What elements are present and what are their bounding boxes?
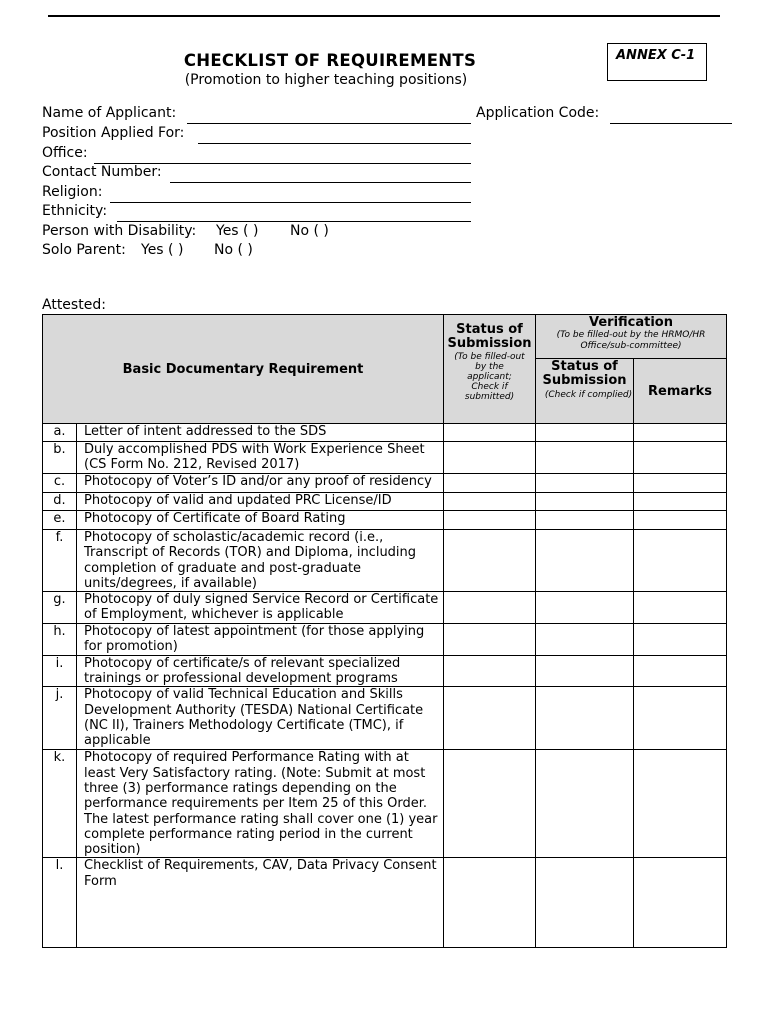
remarks-cell[interactable] [634, 442, 727, 474]
application-code-label: Application Code: [476, 105, 600, 121]
remarks-cell[interactable] [634, 493, 727, 511]
remarks-cell[interactable] [634, 858, 727, 948]
applicant-status-cell[interactable] [444, 511, 536, 530]
requirement-letter: a. [43, 424, 77, 442]
verification-status-cell[interactable] [536, 493, 634, 511]
table-row [43, 592, 727, 624]
remarks-header: Remarks [634, 359, 727, 424]
ethnicity-label: Ethnicity: [42, 203, 108, 219]
requirement-text: Checklist of Requirements, CAV, Data Privacy Consent Form [77, 858, 444, 948]
contact-number-field[interactable] [170, 182, 471, 183]
requirement-letter: b. [43, 442, 77, 474]
status-of-submission-title: Status of Submission [447, 322, 532, 351]
application-code-field[interactable] [610, 123, 732, 124]
remarks-cell[interactable] [634, 592, 727, 624]
remarks-cell[interactable] [634, 424, 727, 442]
page-subtitle: (Promotion to higher teaching positions) [184, 72, 468, 88]
table-row [43, 687, 727, 750]
requirement-text: Photocopy of valid and updated PRC License/ID [77, 493, 444, 511]
applicant-status-cell[interactable] [444, 530, 536, 592]
verification-status-header [536, 359, 634, 424]
verification-status-cell[interactable] [536, 687, 634, 750]
remarks-cell[interactable] [634, 511, 727, 530]
requirement-text: Photocopy of latest appointment (for those applying for promotion) [77, 623, 444, 655]
office-label: Office: [42, 145, 88, 161]
remarks-cell[interactable] [634, 750, 727, 858]
table-row [43, 511, 727, 530]
verification-status-note: (Check if complied) [544, 390, 633, 400]
pwd-yes-option[interactable]: Yes ( ) [216, 223, 259, 239]
remarks-cell[interactable] [634, 655, 727, 687]
requirement-letter: h. [43, 623, 77, 655]
religion-field[interactable] [110, 202, 471, 203]
attested-label: Attested: [42, 297, 106, 313]
applicant-status-cell[interactable] [444, 623, 536, 655]
requirement-letter: e. [43, 511, 77, 530]
table-row [43, 623, 727, 655]
table-row [43, 655, 727, 687]
page-title: CHECKLIST OF REQUIREMENTS [183, 51, 477, 70]
verification-status-cell[interactable] [536, 858, 634, 948]
applicant-status-cell[interactable] [444, 493, 536, 511]
pwd-no-option[interactable]: No ( ) [290, 223, 329, 239]
basic-requirement-header: Basic Documentary Requirement [43, 315, 444, 424]
verification-status-cell[interactable] [536, 424, 634, 442]
requirement-text: Photocopy of valid Technical Education and Skills Development Authority (TESDA) National Certificate (NC II), Trainers Methodology Certificate (TMC), if applicable [77, 687, 444, 750]
requirement-text: Photocopy of duly signed Service Record or Certificate of Employment, whichever is applicable [77, 592, 444, 624]
status-of-submission-header [444, 315, 536, 424]
verification-status-cell[interactable] [536, 442, 634, 474]
verification-status-title: Status of Submission [542, 359, 627, 388]
verification-title: Verification [588, 315, 673, 330]
requirement-text: Photocopy of certificate/s of relevant specialized trainings or professional development programs [77, 655, 444, 687]
remarks-cell[interactable] [634, 687, 727, 750]
applicant-status-cell[interactable] [444, 442, 536, 474]
requirement-text: Photocopy of Voter’s ID and/or any proof of residency [77, 474, 444, 493]
requirements-rows [43, 424, 727, 948]
top-rule [48, 15, 720, 17]
annex-box: ANNEX C-1 [607, 43, 707, 81]
requirement-letter: j. [43, 687, 77, 750]
remarks-cell[interactable] [634, 623, 727, 655]
table-row [43, 442, 727, 474]
applicant-status-cell[interactable] [444, 592, 536, 624]
solo-parent-yes-option[interactable]: Yes ( ) [141, 242, 184, 258]
ethnicity-field[interactable] [117, 221, 471, 222]
verification-status-cell[interactable] [536, 655, 634, 687]
status-of-submission-note: (To be filled-out by the applicant; Check if submitted) [454, 352, 525, 402]
pwd-label: Person with Disability: [42, 223, 197, 239]
requirement-text: Letter of intent addressed to the SDS [77, 424, 444, 442]
position-applied-label: Position Applied For: [42, 125, 185, 141]
position-applied-field[interactable] [198, 143, 471, 144]
table-row [43, 750, 727, 858]
requirement-text: Photocopy of Certificate of Board Rating [77, 511, 444, 530]
verification-status-cell[interactable] [536, 530, 634, 592]
remarks-cell[interactable] [634, 530, 727, 592]
requirement-text: Photocopy of required Performance Rating with at least Very Satisfactory rating. (Note: Submit at most three (3) performance ratings depending on the performance requirements per Item 25 of this Order. The latest performance rating shall cover one (1) year complete performance rating period in the current position) [77, 750, 444, 858]
verification-status-cell[interactable] [536, 511, 634, 530]
verification-status-cell[interactable] [536, 474, 634, 493]
applicant-status-cell[interactable] [444, 474, 536, 493]
name-of-applicant-field[interactable] [187, 123, 471, 124]
table-row [43, 858, 727, 948]
verification-status-cell[interactable] [536, 592, 634, 624]
applicant-status-cell[interactable] [444, 687, 536, 750]
contact-number-label: Contact Number: [42, 164, 162, 180]
requirement-letter: d. [43, 493, 77, 511]
requirement-letter: c. [43, 474, 77, 493]
requirement-letter: f. [43, 530, 77, 592]
name-of-applicant-label: Name of Applicant: [42, 105, 177, 121]
requirement-letter: k. [43, 750, 77, 858]
religion-label: Religion: [42, 184, 103, 200]
table-row [43, 530, 727, 592]
table-row [43, 424, 727, 442]
verification-status-cell[interactable] [536, 750, 634, 858]
requirement-letter: l. [43, 858, 77, 948]
applicant-status-cell[interactable] [444, 858, 536, 948]
requirement-letter: g. [43, 592, 77, 624]
requirements-table [42, 314, 727, 948]
requirement-text: Photocopy of scholastic/academic record (i.e., Transcript of Records (TOR) and Diploma, including completion of graduate and post-graduate units/degrees, if available) [77, 530, 444, 592]
verification-header [536, 315, 727, 359]
solo-parent-no-option[interactable]: No ( ) [214, 242, 253, 258]
remarks-cell[interactable] [634, 474, 727, 493]
applicant-status-cell[interactable] [444, 424, 536, 442]
table-row [43, 474, 727, 493]
verification-status-cell[interactable] [536, 623, 634, 655]
table-row [43, 493, 727, 511]
applicant-status-cell[interactable] [444, 655, 536, 687]
requirement-letter: i. [43, 655, 77, 687]
applicant-status-cell[interactable] [444, 750, 536, 858]
solo-parent-label: Solo Parent: [42, 242, 126, 258]
verification-note: (To be filled-out by the HRMO/HR Office/sub-committee) [556, 330, 706, 351]
requirement-text: Duly accomplished PDS with Work Experience Sheet (CS Form No. 212, Revised 2017) [77, 442, 444, 474]
